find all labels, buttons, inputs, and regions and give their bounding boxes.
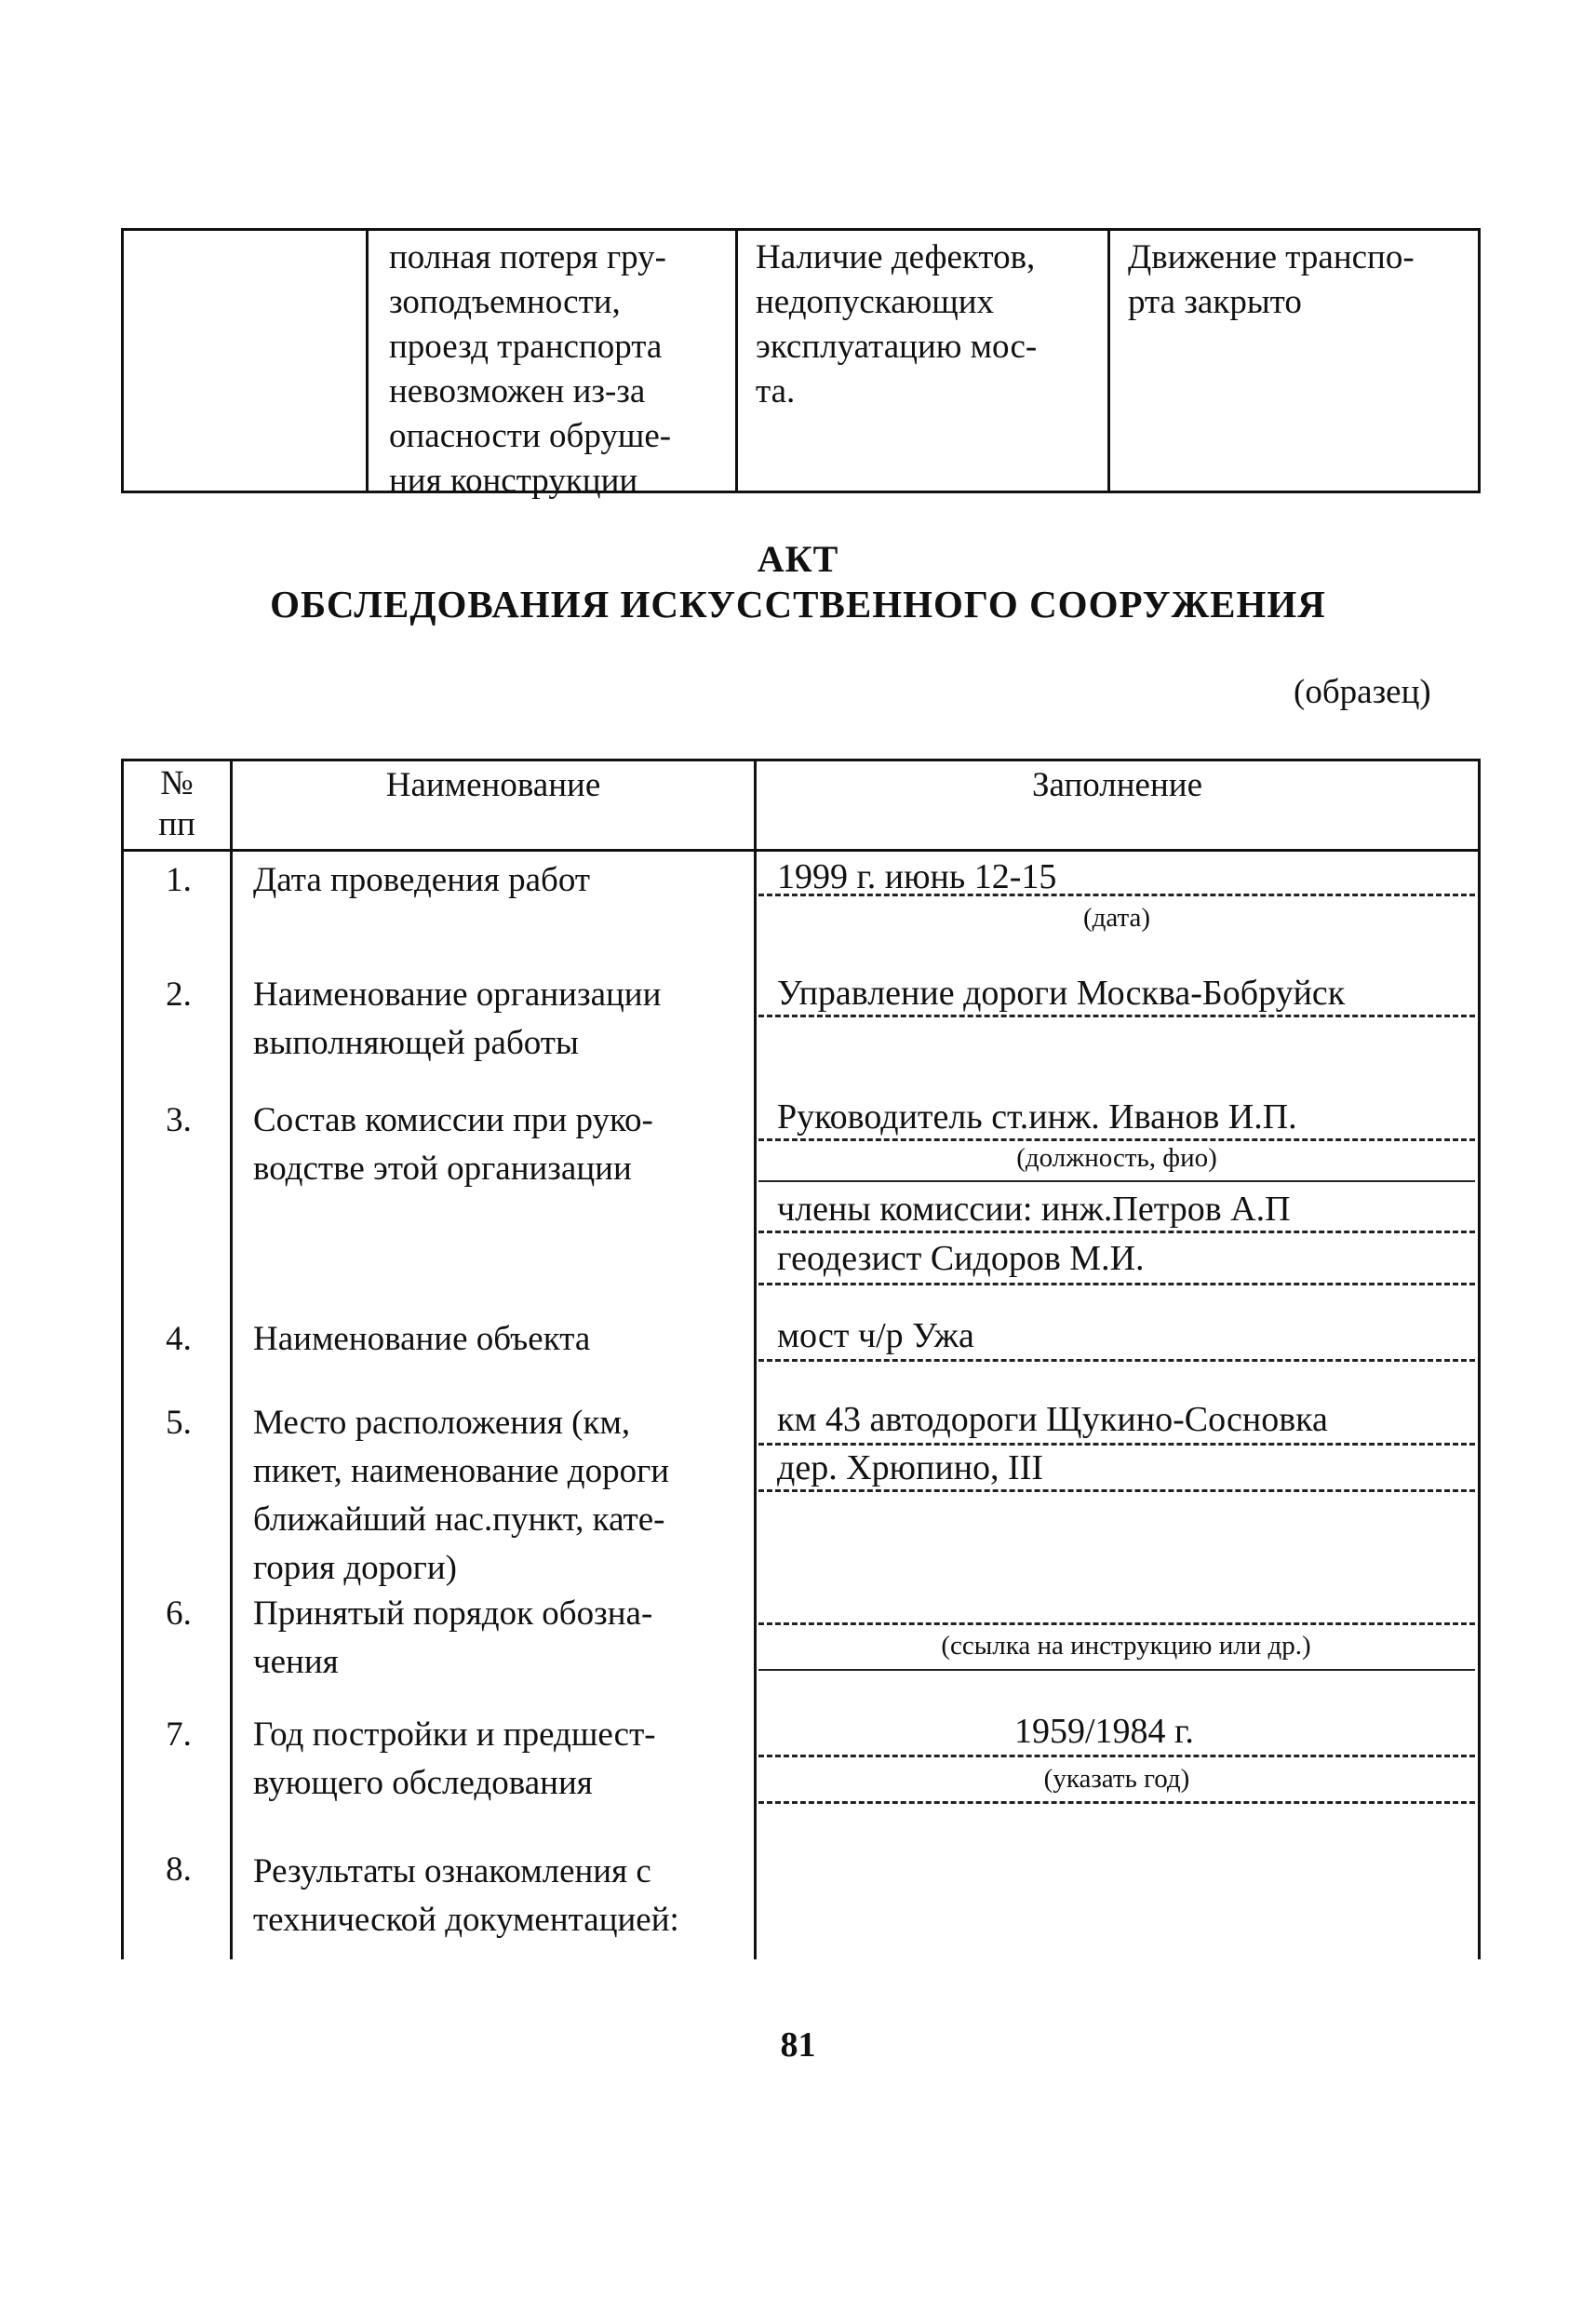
top-table-cell-traffic: Движение транспо- рта закрыто <box>1128 238 1415 321</box>
row-5-underline-2 <box>758 1489 1475 1492</box>
row-7-separator <box>758 1801 1475 1804</box>
top-table-cell-defects: Наличие дефектов, недопускающих эксплуатацию мос- та. <box>756 238 1038 410</box>
top-table-divider-2 <box>735 228 738 493</box>
row-8-name: Результаты ознакомления с технической документацией: <box>253 1852 679 1939</box>
row-5-value-2: дер. Хрюпино, III <box>777 1448 1044 1487</box>
act-subtitle: ОБСЛЕДОВАНИЯ ИСКУССТВЕННОГО СООРУЖЕНИЯ <box>270 583 1326 626</box>
table-header-separator <box>121 849 1480 852</box>
row-3-value: Руководитель ст.инж. Иванов И.П. <box>777 1097 1297 1137</box>
row-4-num: 4. <box>166 1320 192 1358</box>
header-name: Наименование <box>385 766 601 804</box>
top-table-cell-consequence: полная потеря гру- зоподъемности, проезд транспорта невозможен из-за опасности обруше- ния конструкции <box>389 238 672 500</box>
table-border-left <box>121 759 124 1959</box>
row-1-num: 1. <box>166 861 192 899</box>
row-2-name: Наименование организации выполняющей работы <box>253 975 662 1062</box>
row-3-underline-3 <box>758 1283 1475 1285</box>
row-3-separator-2 <box>758 1231 1475 1233</box>
row-3-members: члены комиссии: инж.Петров А.П <box>777 1190 1291 1229</box>
row-2-underline <box>758 1015 1475 1017</box>
row-3-members-2: геодезист Сидоров М.И. <box>777 1239 1145 1278</box>
row-6-underline <box>758 1622 1475 1625</box>
row-3-separator-1 <box>758 1180 1475 1182</box>
row-5-num: 5. <box>166 1404 192 1442</box>
row-3-name: Состав комиссии при руко- водстве этой организации <box>253 1101 653 1188</box>
table-divider-num <box>230 759 233 1959</box>
row-7-name: Год постройки и предшест- вующего обследования <box>253 1715 656 1802</box>
top-table-border-bottom <box>121 491 1480 493</box>
table-border-right <box>1478 759 1481 1959</box>
act-title: АКТ <box>757 538 839 580</box>
row-6-note: (ссылка на инструкцию или др.) <box>941 1631 1311 1661</box>
header-fill: Заполнение <box>1032 766 1202 804</box>
row-3-num: 3. <box>166 1101 192 1139</box>
row-1-name: Дата проведения работ <box>253 861 591 899</box>
row-2-value: Управление дороги Москва-Бобруйск <box>777 974 1346 1013</box>
sample-label: (образец) <box>1294 673 1431 711</box>
row-4-value: мост ч/р Ужа <box>777 1316 974 1355</box>
row-7-note: (указать год) <box>1043 1764 1190 1794</box>
table-border-top <box>121 759 1480 761</box>
table-divider-name <box>754 759 757 1959</box>
row-7-underline <box>758 1755 1475 1757</box>
header-num: № пп <box>158 764 195 843</box>
row-1-value: 1999 г. июнь 12-15 <box>777 857 1057 896</box>
row-1-underline <box>758 894 1475 896</box>
row-1-note: (дата) <box>1082 903 1151 933</box>
top-table-border-right <box>1478 228 1481 493</box>
page-number: 81 <box>780 2025 816 2065</box>
row-2-num: 2. <box>166 975 192 1014</box>
top-table-border-top <box>121 228 1480 231</box>
top-table-divider-1 <box>366 228 369 493</box>
row-7-num: 7. <box>166 1715 192 1754</box>
row-7-value: 1959/1984 г. <box>1014 1712 1194 1751</box>
top-table-divider-3 <box>1107 228 1110 493</box>
row-4-underline <box>758 1359 1475 1362</box>
row-6-name: Принятый порядок обозна- чения <box>253 1594 653 1681</box>
row-3-note: (должность, фио) <box>1016 1143 1217 1173</box>
row-5-name: Место расположения (км, пикет, наименование дороги ближайший нас.пункт, кате- гория дороги) <box>253 1404 670 1587</box>
row-8-num: 8. <box>166 1850 192 1889</box>
row-6-num: 6. <box>166 1594 192 1633</box>
row-6-separator <box>758 1669 1475 1671</box>
top-table-border-left <box>121 228 124 493</box>
row-5-value: км 43 автодороги Щукино-Сосновка <box>777 1400 1328 1439</box>
row-4-name: Наименование объекта <box>253 1320 591 1358</box>
